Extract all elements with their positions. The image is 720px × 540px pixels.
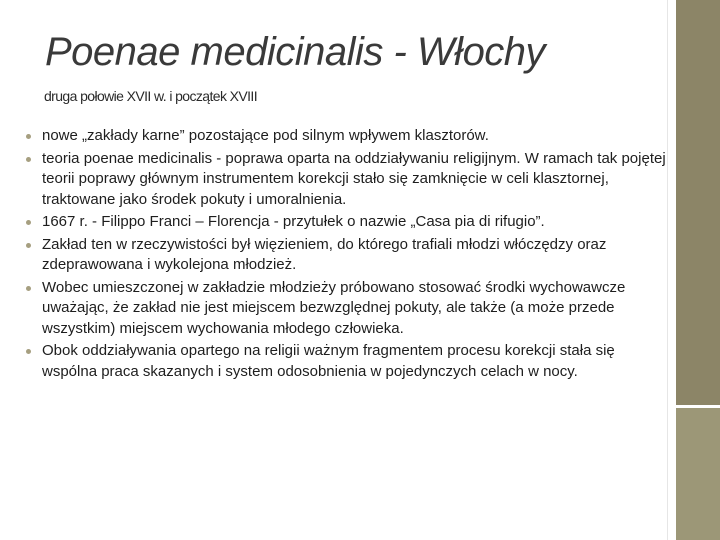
bullet-dot-icon [26, 349, 31, 354]
bullet-text: Zakład ten w rzeczywistości był więzieniem, do którego trafiali młodzi włóczędzy oraz zdeprawowana i wykolejona młodzież. [42, 235, 607, 273]
bullet-item [26, 126, 666, 147]
bullet-dot-icon [26, 157, 31, 162]
bullet-text: 1667 r. - Filippo Franci – Florencja - przytułek o nazwie „Casa pia di rifugio”. [42, 213, 545, 230]
bullet-text: nowe „zakłady karne” pozostające pod silnym wpływem klasztorów. [42, 127, 489, 144]
bullet-dot-icon [26, 243, 31, 248]
bullet-list [26, 126, 666, 384]
bullet-item [26, 235, 666, 276]
bullet-item [26, 341, 666, 382]
bullet-item [26, 212, 666, 233]
bullet-item [26, 278, 666, 340]
bullet-text: Wobec umieszczonej w zakładzie młodzieży próbowano stosować środki wychowawcze uważając, że zakład nie jest miejscem bezwzględnej pokuty, ale także (a może przede wszystkim) miejscem wychowania młodego człowieka. [42, 278, 626, 337]
bullet-dot-icon [26, 134, 31, 139]
slide-edge-line [667, 0, 668, 540]
bullet-text: teoria poenae medicinalis - poprawa oparta na oddziaływaniu religijnym. W ramach tak pojętej teorii poprawy głównym instrumentem korekcji stało się zamknięcie w celi klasztornej, traktowane jako środek pokuty i umoralnienia. [42, 149, 666, 208]
slide-title: Poenae medicinalis - Włochy [45, 30, 546, 74]
bullet-item [26, 149, 666, 211]
bullet-text: Obok oddziaływania opartego na religii ważnym fragmentem procesu korekcji stała się wspólna praca skazanych i system odosobnienia w pojedynczych celach w nocy. [42, 342, 615, 380]
slide-subtitle: druga połowie XVII w. i początek XVIII [44, 88, 257, 104]
bullet-dot-icon [26, 286, 31, 291]
accent-bar-bottom [676, 408, 720, 540]
bullet-dot-icon [26, 220, 31, 225]
accent-bar-top [676, 0, 720, 405]
